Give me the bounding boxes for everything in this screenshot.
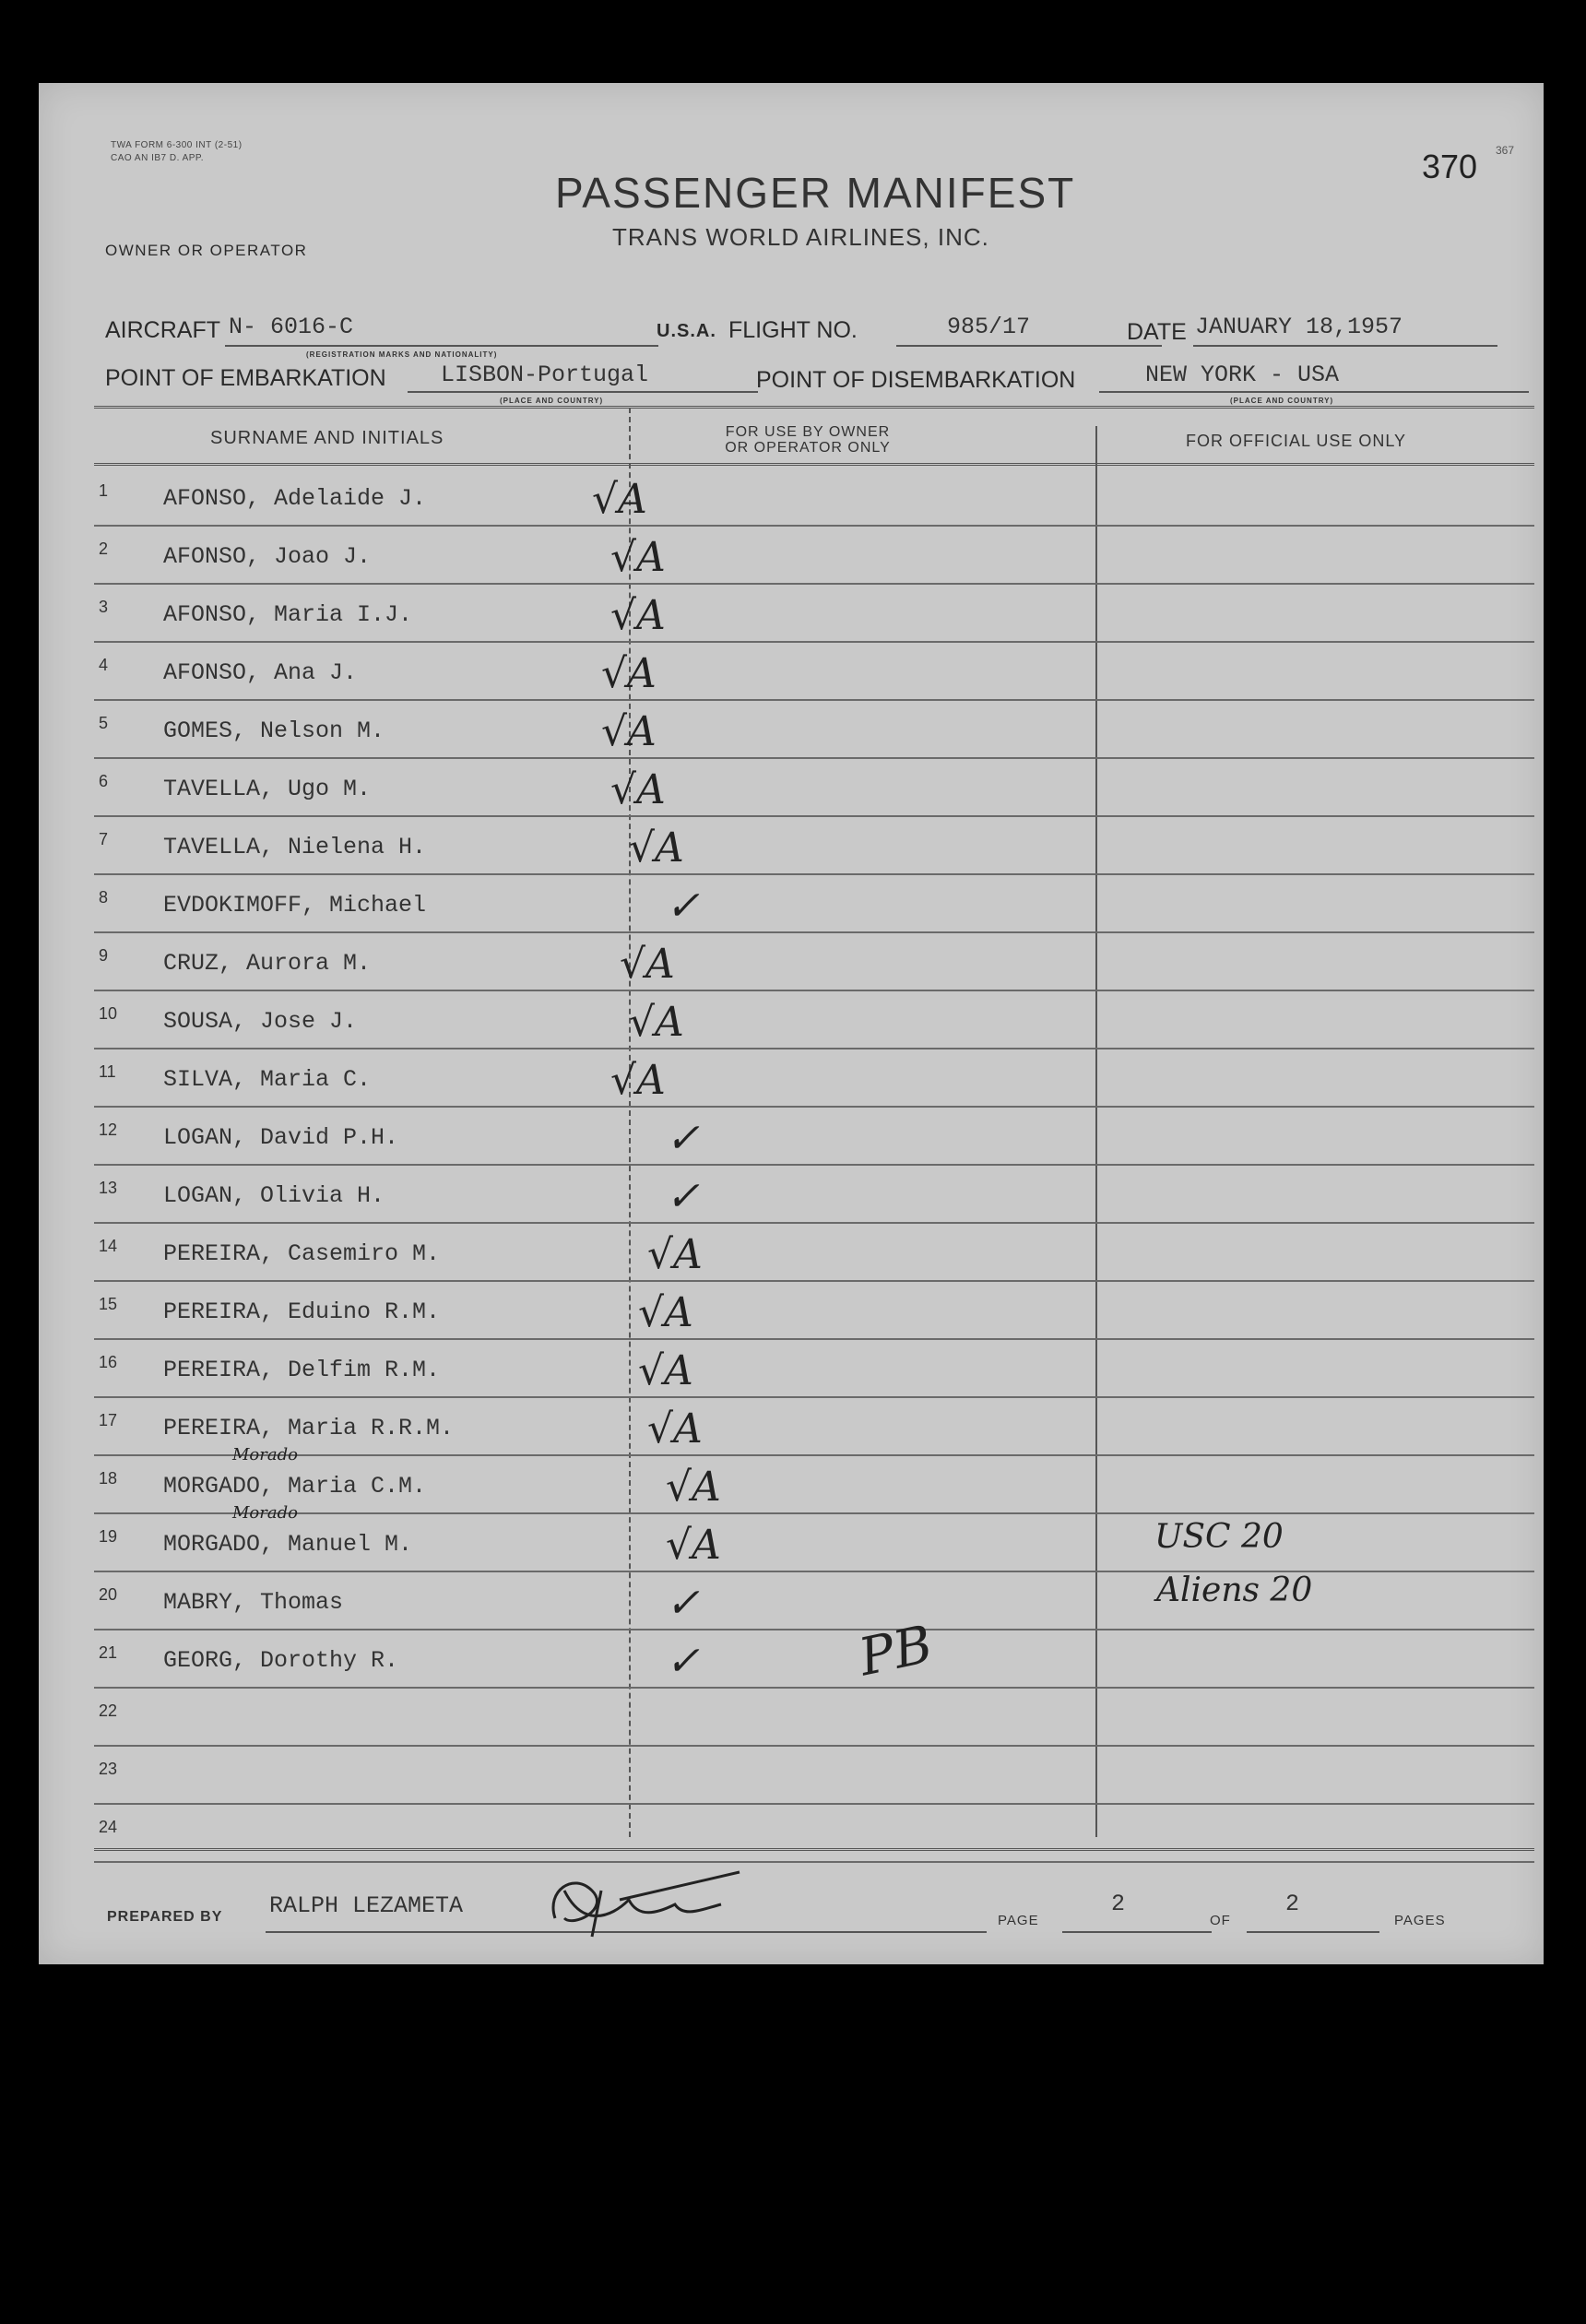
column-surname: SURNAME AND INITIALS [210, 428, 444, 448]
prepared-label: PREPARED BY [107, 1909, 223, 1925]
disembark-value: NEW YORK - USA [1145, 362, 1340, 388]
table-row [94, 1396, 1534, 1456]
check-mark: √A [610, 766, 666, 813]
check-mark: ✓ [666, 1580, 700, 1627]
airline-name: TRANS WORLD AIRLINES, INC. [612, 223, 989, 251]
column-owner-use-line2: OR OPERATOR ONLY [725, 440, 891, 456]
table-row [94, 1164, 1534, 1224]
column-owner-use [669, 424, 946, 456]
row-number: 15 [99, 1295, 118, 1313]
check-mark: √A [610, 592, 666, 639]
form-code-2: CAO AN IB7 D. APP. [111, 153, 205, 163]
official-note-usc: USC 20 [1154, 1518, 1284, 1556]
row-number: 4 [99, 656, 109, 674]
table-header-rule [94, 463, 1534, 466]
owner-initials: PB [854, 1614, 938, 1689]
row-number: 24 [99, 1818, 118, 1836]
check-mark: √A [629, 999, 684, 1046]
table-row [94, 1687, 1534, 1747]
row-number: 23 [99, 1760, 118, 1778]
date-underline [1193, 345, 1497, 347]
check-mark: ✓ [666, 883, 700, 930]
passenger-name: MABRY, Thomas [163, 1589, 344, 1616]
check-mark: ✓ [666, 1173, 700, 1220]
row-number: 20 [99, 1585, 118, 1604]
aircraft-label: AIRCRAFT [105, 317, 220, 343]
column-official: FOR OFFICIAL USE ONLY [1186, 432, 1407, 450]
row-number: 11 [99, 1062, 116, 1081]
passenger-name: CRUZ, Aurora M. [163, 950, 372, 977]
table-row [94, 699, 1534, 759]
table-top-rule [94, 406, 1534, 409]
check-mark: √A [601, 650, 657, 697]
disembark-label: POINT OF DISEMBARKATION [756, 367, 1076, 393]
row-number: 14 [99, 1237, 118, 1255]
prepared-value: RALPH LEZAMETA [269, 1892, 464, 1919]
table-row [94, 583, 1534, 643]
pages-label: PAGES [1394, 1913, 1446, 1928]
passenger-name: PEREIRA, Casemiro M. [163, 1240, 441, 1267]
passenger-name: LOGAN, Olivia H. [163, 1182, 385, 1209]
passenger-name: EVDOKIMOFF, Michael [163, 892, 427, 919]
passenger-name: SILVA, Maria C. [163, 1066, 372, 1093]
check-mark: √A [610, 534, 666, 581]
aircraft-underline [225, 345, 658, 347]
check-mark: √A [592, 476, 647, 523]
check-mark: √A [638, 1347, 693, 1394]
row-number: 5 [99, 714, 109, 732]
page-underline [1062, 1931, 1212, 1933]
check-mark: √A [601, 708, 657, 755]
disembark-caption: (PLACE AND COUNTRY) [1230, 397, 1334, 405]
check-mark: √A [666, 1464, 721, 1511]
page-stamp: 370 [1422, 148, 1478, 185]
table-row [94, 990, 1534, 1049]
passenger-name: PEREIRA, Delfim R.M. [163, 1357, 441, 1383]
check-mark: √A [629, 824, 684, 872]
table-row [94, 1048, 1534, 1108]
manifest-sheet [39, 83, 1544, 1964]
row-number: 6 [99, 772, 109, 790]
embark-label: POINT OF EMBARKATION [105, 365, 386, 391]
table-row [94, 1106, 1534, 1166]
table-row [94, 641, 1534, 701]
aircraft-value: N- 6016-C [229, 314, 354, 340]
row-number: 18 [99, 1469, 118, 1488]
table-row [94, 1629, 1534, 1689]
flight-label: FLIGHT NO. [728, 317, 858, 343]
disembark-underline [1099, 391, 1529, 393]
row-number: 8 [99, 888, 109, 907]
passenger-name: AFONSO, Maria I.J. [163, 601, 413, 628]
page-value: 2 [1111, 1891, 1126, 1917]
page-label: PAGE [998, 1913, 1039, 1928]
of-value: 2 [1285, 1891, 1300, 1917]
preparer-signature [537, 1863, 758, 1946]
row-number: 12 [99, 1120, 118, 1139]
name-annotation: Morado [232, 1445, 298, 1464]
check-mark: ✓ [666, 1115, 700, 1162]
page-title: PASSENGER MANIFEST [555, 169, 1076, 217]
passenger-name: AFONSO, Joao J. [163, 543, 372, 570]
check-mark: √A [647, 1405, 703, 1452]
of-label: OF [1210, 1913, 1231, 1928]
embark-value: LISBON-Portugal [441, 362, 649, 388]
date-label: DATE [1127, 319, 1187, 345]
check-mark: √A [638, 1289, 693, 1336]
table-row [94, 467, 1534, 527]
row-number: 7 [99, 830, 109, 848]
table-row [94, 1445, 1534, 1514]
embark-underline [408, 391, 758, 393]
table-bottom-rule [94, 1848, 1534, 1851]
table-row [94, 1503, 1534, 1572]
passenger-name: PEREIRA, Maria R.R.M. [163, 1415, 455, 1441]
row-number: 13 [99, 1179, 118, 1197]
column-owner-use-line1: FOR USE BY OWNER [725, 424, 891, 440]
name-annotation: Morado [232, 1503, 298, 1523]
passenger-name: TAVELLA, Nielena H. [163, 834, 427, 860]
table-row [94, 873, 1534, 933]
table-row [94, 931, 1534, 991]
table-row [94, 1280, 1534, 1340]
date-value: JANUARY 18,1957 [1195, 314, 1403, 340]
flight-value: 985/17 [947, 314, 1031, 340]
passenger-name: GEORG, Dorothy R. [163, 1647, 399, 1674]
check-mark: √A [666, 1522, 721, 1569]
check-mark: √A [610, 1057, 666, 1104]
row-number: 1 [99, 481, 109, 500]
embark-caption: (PLACE AND COUNTRY) [500, 397, 604, 405]
table-row [94, 1803, 1534, 1863]
row-number: 16 [99, 1353, 118, 1371]
form-code: TWA FORM 6-300 INT (2-51) [111, 140, 243, 150]
table-row [94, 757, 1534, 817]
table-row [94, 1222, 1534, 1282]
row-number: 17 [99, 1411, 118, 1429]
row-number: 10 [99, 1004, 118, 1023]
row-number: 21 [99, 1643, 118, 1662]
aircraft-caption: (REGISTRATION MARKS AND NATIONALITY) [306, 350, 498, 359]
passenger-name: LOGAN, David P.H. [163, 1124, 399, 1151]
check-mark: √A [620, 941, 675, 988]
official-note-aliens: Aliens 20 [1156, 1571, 1313, 1609]
check-mark: ✓ [666, 1638, 700, 1685]
table-row [94, 525, 1534, 585]
table-row [94, 815, 1534, 875]
passenger-name: AFONSO, Adelaide J. [163, 485, 427, 512]
passenger-name: AFONSO, Ana J. [163, 659, 358, 686]
passenger-name: SOUSA, Jose J. [163, 1008, 358, 1035]
table-row [94, 1571, 1534, 1630]
row-number: 22 [99, 1702, 118, 1720]
passenger-name: MORGADO, Maria C.M. [163, 1473, 427, 1500]
owner-label: OWNER OR OPERATOR [105, 242, 308, 259]
passenger-name: PEREIRA, Eduino R.M. [163, 1298, 441, 1325]
row-number: 2 [99, 540, 109, 558]
check-mark: √A [647, 1231, 703, 1278]
passenger-name: GOMES, Nelson M. [163, 717, 385, 744]
flight-prefix: U.S.A. [657, 321, 716, 341]
row-number: 3 [99, 598, 109, 616]
passenger-name: MORGADO, Manuel M. [163, 1531, 413, 1558]
page-stamp-small: 367 [1496, 144, 1515, 157]
of-underline [1247, 1931, 1379, 1933]
row-number: 9 [99, 946, 109, 965]
table-row [94, 1745, 1534, 1805]
table-row [94, 1338, 1534, 1398]
row-number: 19 [99, 1527, 118, 1546]
passenger-name: TAVELLA, Ugo M. [163, 776, 372, 802]
flight-underline [896, 345, 1162, 347]
